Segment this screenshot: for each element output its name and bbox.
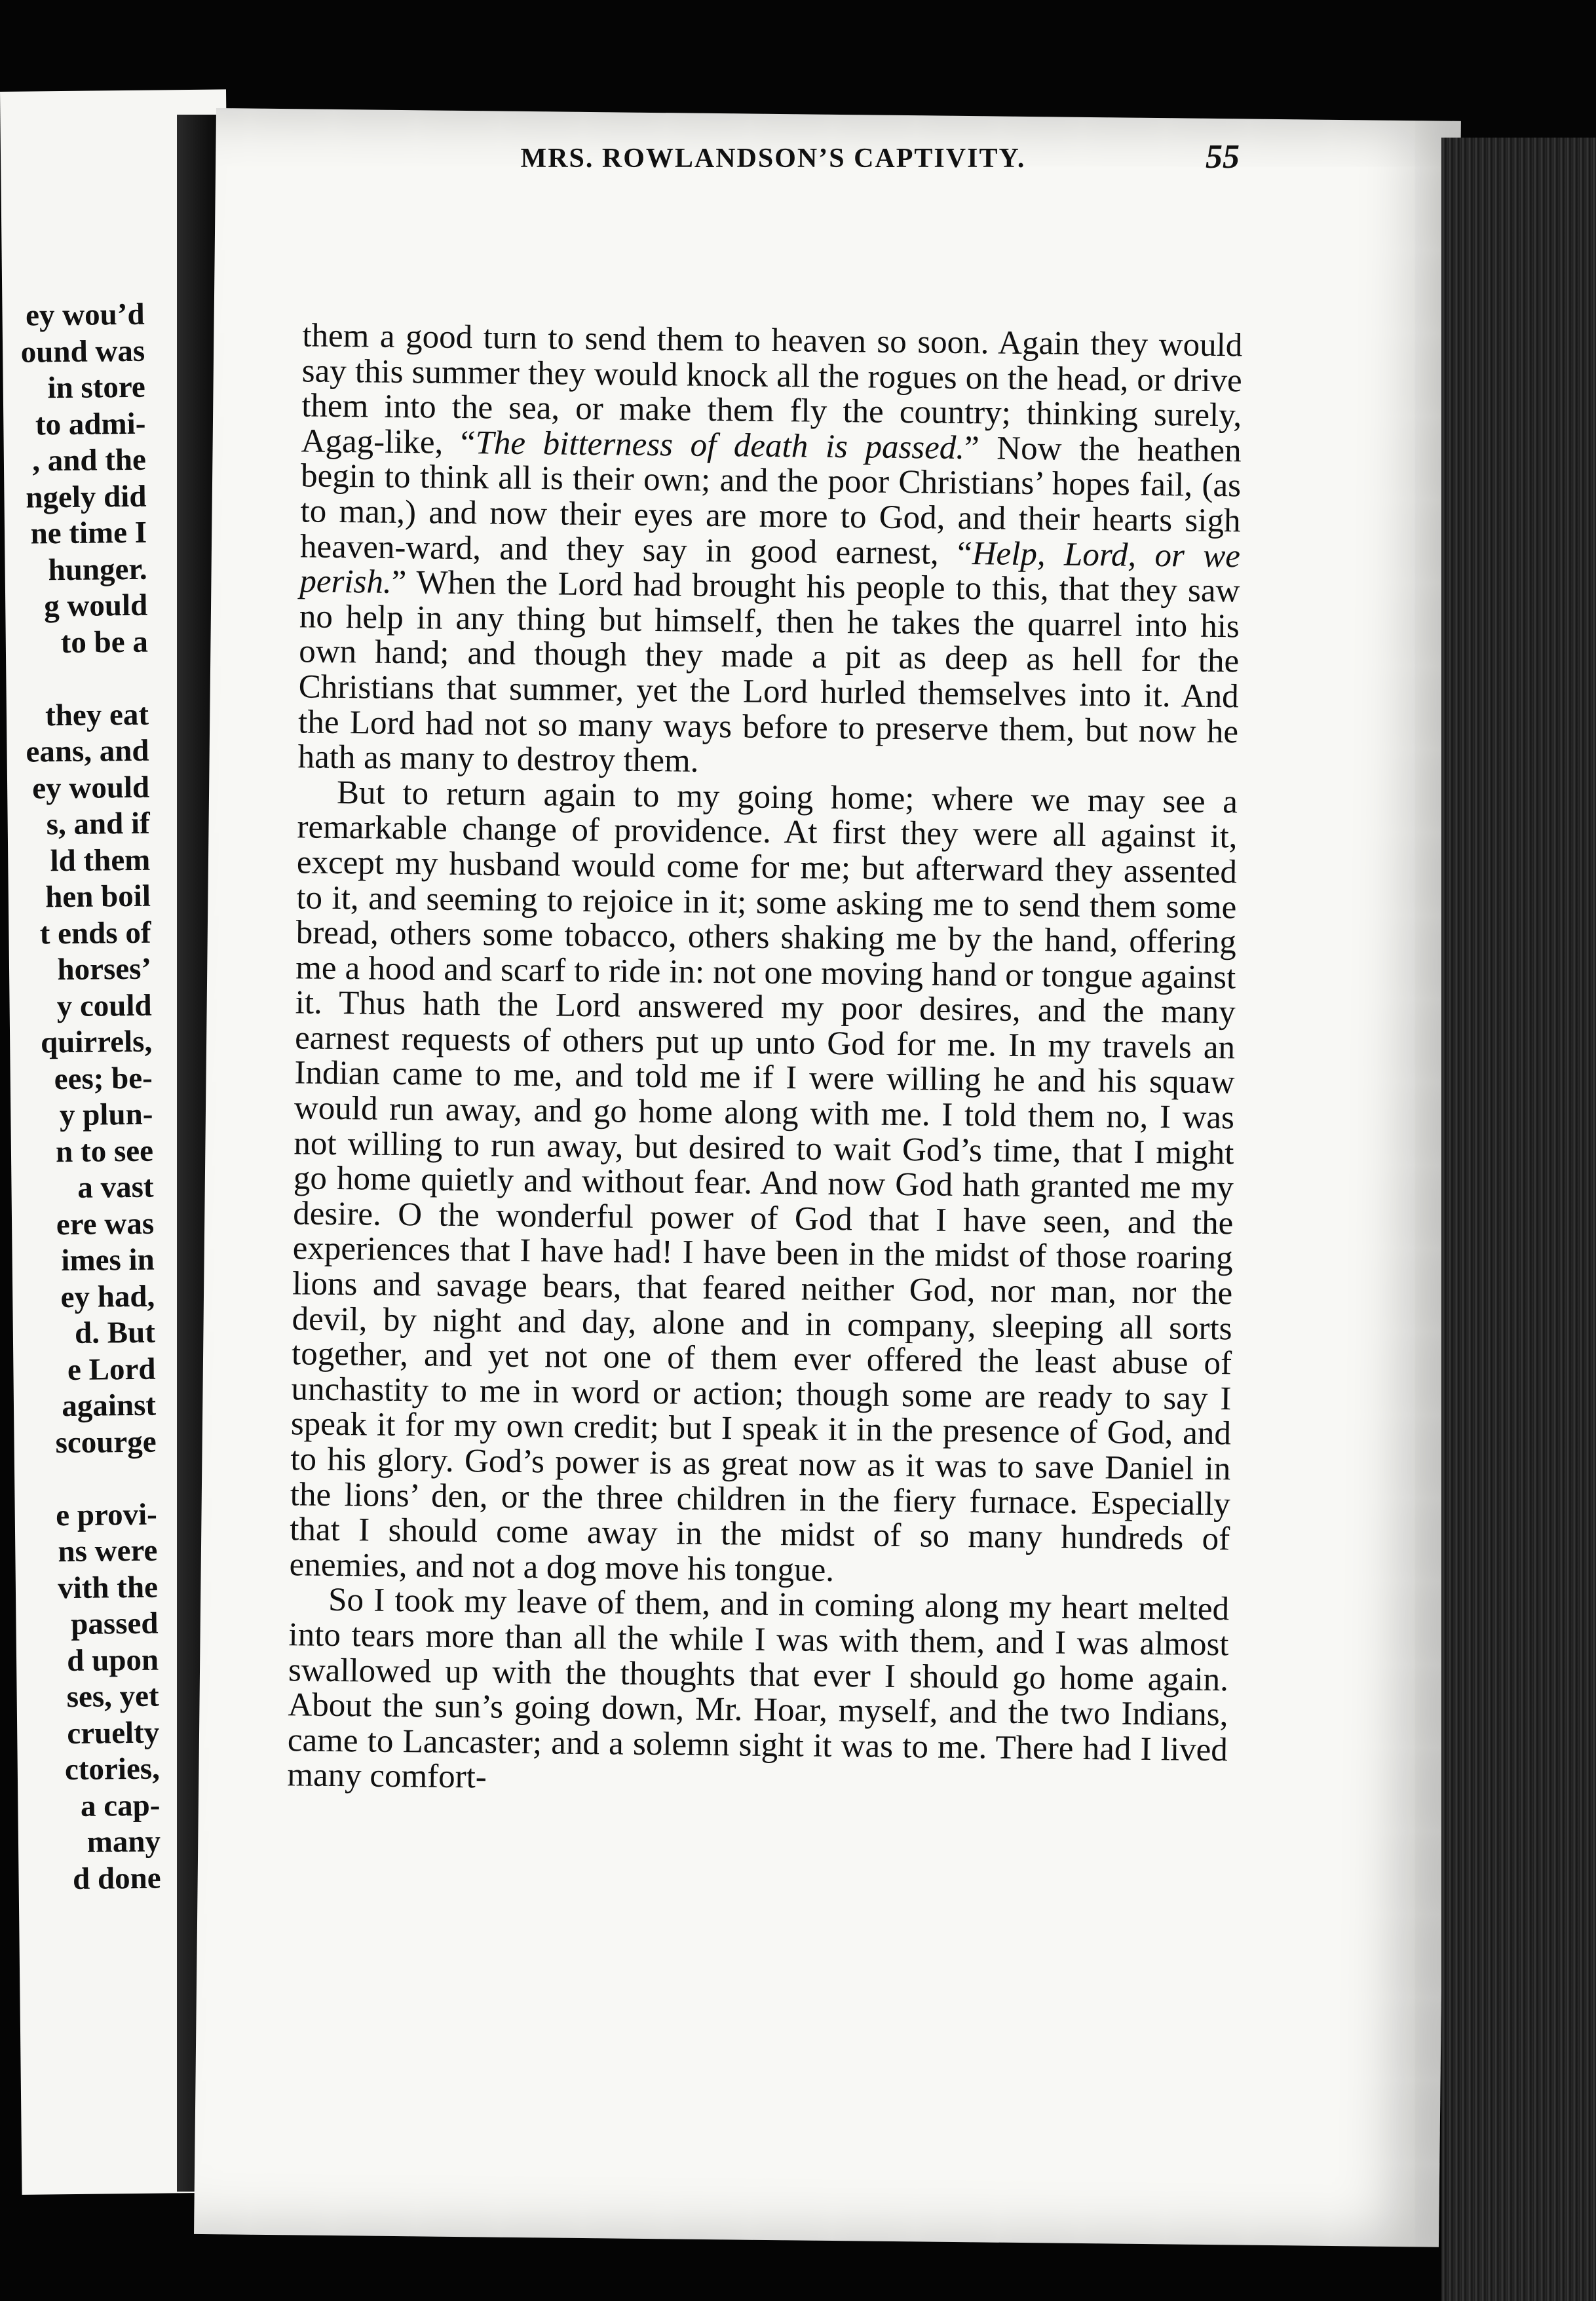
paragraph <box>287 1583 1229 1804</box>
left-line-fragment: horses’ <box>57 951 152 987</box>
left-line-fragment: d. But <box>74 1315 156 1350</box>
right-page <box>194 108 1461 2247</box>
left-line-fragment: a vast <box>77 1170 154 1205</box>
left-line-fragment: d upon <box>66 1643 159 1678</box>
left-line-fragment: hen boil <box>45 879 151 915</box>
text-run: ” When the Lord had brought his people to this, that they saw no help in any thing but himself, then he takes the quarrel into his own hand; and though they made a pit as deep as hell for the Christians that summer, yet the Lord hurled themselves into it. And the Lord had not so many ways before to preserve them, but now he hath as many to destroy them. <box>297 564 1240 780</box>
left-line-fragment: s, and if <box>46 806 150 842</box>
text-run: But to return again to my going home; where we may see a remarkable change of providence. At first they were all against it, except my husband would come for me; but afterward they assented to it, and seeming to rejoice in it; some asking me to send them some bread, others some tobacco, others shaking me by the hand, offering me a hood and scarf to ride in: not one moving hand or tongue against it. Thus hath the Lord answered my poor desires, and the many earnest requests of others put up unto God for me. In my travels an Indian came to me, and told me if I were willing he and his squaw would run away, and go home along with me. I told them no, I was not willing to run away, but desired to wait God’s time, that I might go home quietly and without fear. And now God hath granted me my desire. O the wonderful power of God that I have seen, and the experiences that I have had! I have been in the midst of those roaring lions and savage bears, that feared neither God, nor man, nor the devil, by night and day, alone and in company, sleeping all sorts together, and yet not one of them ever offered the least abuse of unchastity to me in word or action; though some are ready to say I speak it for my own credit; but I speak it in the presence of God, and to his glory. God’s power is as great now as it was to save Daniel in the lions’ den, or the three children in the fiery furnace. Especially that I should come away in the midst of so many hundreds of enemies, and not a dog move his tongue. <box>289 774 1238 1589</box>
text-run: ” Now the heathen begin to think all is their own; and the poor Christians’ hopes fail, (as to man,) and now their eyes are more to God, and their hearts sigh heaven-ward, and they say in good earnest, “ <box>299 429 1242 572</box>
left-line-fragment: they eat <box>45 697 149 732</box>
left-line-fragment: ey would <box>31 770 150 806</box>
left-line-fragment: ctories, <box>64 1751 161 1787</box>
left-line-fragment: n to see <box>55 1133 154 1169</box>
left-line-fragment: y plun- <box>59 1097 153 1133</box>
page-edges <box>1441 138 1596 2301</box>
left-line-fragment: a cap- <box>80 1788 161 1823</box>
left-line-fragment: ey wou’d <box>25 297 145 333</box>
left-line-fragment: to admi- <box>35 406 146 442</box>
text-run: So I took my leave of them, and in coming along my heart melted into tears more than all the while I was with them, and I was almost swallowed up with the thoughts that ever I should go home again. About the sun’s going down, Mr. Hoar, myself, and the two Indians, came to Lancaster; and a solemn sight it was to me. There had I lived many comfort- <box>287 1582 1230 1796</box>
left-line-fragment: e provi- <box>56 1497 158 1532</box>
left-line-fragment: y could <box>56 988 152 1023</box>
italic-text: The bitterness of death is passed. <box>475 424 965 466</box>
left-line-fragment: against <box>62 1388 157 1424</box>
left-line-fragment: ne time I <box>30 515 147 551</box>
left-line-fragment: in store <box>47 370 146 406</box>
left-line-fragment: ns were <box>58 1533 158 1569</box>
left-line-fragment: scourge <box>55 1424 157 1460</box>
left-line-fragment: eans, and <box>26 733 149 769</box>
left-line-fragment: g would <box>43 588 148 624</box>
left-line-fragment: d done <box>72 1861 161 1896</box>
left-line-fragment: to be a <box>60 624 149 660</box>
left-line-fragment: ngely did <box>26 479 147 515</box>
left-line-fragment: many <box>86 1824 161 1859</box>
left-line-fragment <box>0 1460 157 1499</box>
left-line-fragment: t ends of <box>39 915 151 951</box>
left-line-fragment: ld them <box>50 843 151 878</box>
left-line-fragment: cruelty <box>67 1715 160 1751</box>
left-line-fragment: passed <box>70 1606 159 1641</box>
left-line-fragment: imes in <box>61 1242 155 1278</box>
left-line-fragment: quirrels, <box>40 1024 153 1060</box>
left-page-text-fragments <box>0 297 161 1899</box>
text-run: them a good turn to send them to heaven so soon. Again they would say this summer they would knock all the rogues on the head, or drive them into the sea, or make them fly the country; thinking surely, Agag-like, “ <box>301 317 1243 461</box>
left-line-fragment: vith the <box>57 1570 159 1605</box>
running-head: MRS. ROWLANDSON’S CAPTIVITY. <box>520 143 1026 174</box>
page-number: 55 <box>1206 138 1240 176</box>
left-line-fragment <box>0 660 149 699</box>
left-line-fragment: , and the <box>31 442 147 478</box>
left-line-fragment: ey had, <box>60 1279 155 1314</box>
body-text <box>287 318 1242 1803</box>
left-line-fragment: hunger. <box>48 552 147 587</box>
left-line-fragment: e Lord <box>67 1352 156 1387</box>
left-line-fragment: ound was <box>20 333 145 370</box>
paragraph <box>297 318 1242 785</box>
paragraph <box>289 775 1238 1593</box>
left-line-fragment: ere was <box>56 1206 155 1242</box>
left-line-fragment: ees; be- <box>54 1061 153 1096</box>
left-line-fragment: ses, yet <box>66 1679 159 1715</box>
italic-text: Help, Lord, or we perish. <box>299 535 1241 601</box>
